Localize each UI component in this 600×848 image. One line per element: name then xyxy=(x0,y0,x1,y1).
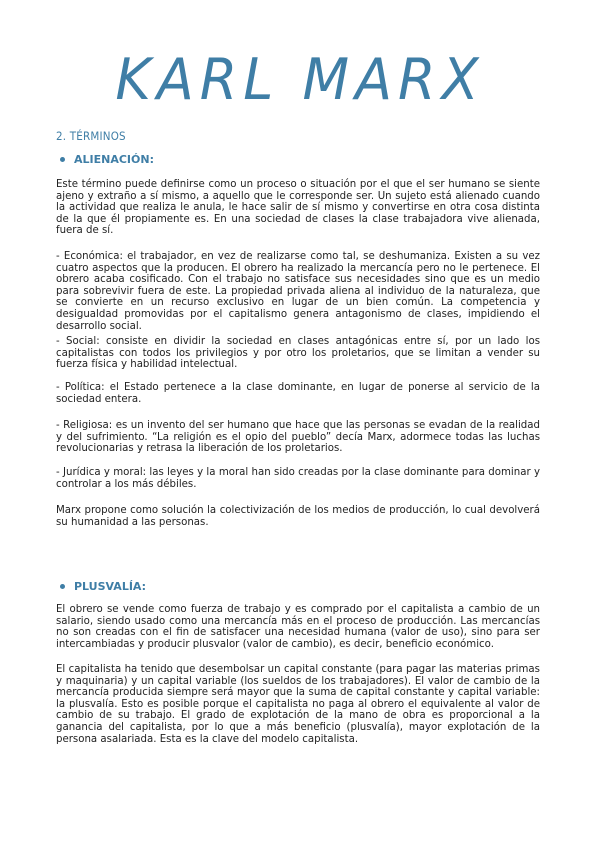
alienacion-paragraph-solucion: Marx propone como solución la colectivización de los medios de producción, lo cual devolverá su humanidad a las personas. xyxy=(56,505,540,528)
alienacion-paragraph-religiosa: - Religiosa: es un invento del ser humano que hace que las personas se evadan de la realidad y del sufrimiento. “La religión es el opio del pueblo” decía Marx, adormece todas las luchas revolucionarias y retrasa la liberación de los proletarios. xyxy=(56,420,540,455)
alienacion-paragraph-politica: - Política: el Estado pertenece a la clase dominante, en lugar de ponerse al servicio de la sociedad entera. xyxy=(56,382,540,405)
alienacion-heading xyxy=(60,153,154,166)
plusvalia-paragraph-2: El capitalista ha tenido que desembolsar un capital constante (para pagar las materias primas y maquinaria) y un capital variable (los sueldos de los trabajadores). El valor de cambio de la mercancía producida siempre será mayor que la suma de capital constante y capital variable: la plusvalía. Esto es posible porque el capitalista no paga al obrero el equivalente al valor de cambio de su trabajo. El grado de explotación de la mano de obra es proporcional a la ganancia del capitalista, por lo que a más beneficio (plusvalía), mayor explotación de la persona asalariada. Esta es la clave del modelo capitalista. xyxy=(56,664,540,745)
bullet-icon xyxy=(60,157,65,162)
plusvalia-heading xyxy=(60,580,146,593)
alienacion-paragraph-social: - Social: consiste en dividir la sociedad en clases antagónicas entre sí, por un lado los capitalistas con todos los privilegios y por otro los proletarios, que se limitan a vender su fuerza física y habilidad intelectual. xyxy=(56,336,540,371)
alienacion-paragraph-economica: - Económica: el trabajador, en vez de realizarse como tal, se deshumaniza. Existen a su vez cuatro aspectos que la producen. El obrero ha realizado la mercancía pero no le pertenece. El obrero acaba cosificado. Con el trabajo no satisface sus necesidades sino que es un medio para sobrevivir fuera de este. La propiedad privada aliena al individuo de la naturaleza, que se convierte en un recurso exclusivo en lugar de un bien común. La competencia y desigualdad promovidas por el capitalismo genera antagonismo de clases, impidiendo el desarrollo social. xyxy=(56,251,540,332)
plusvalia-paragraph-1: El obrero se vende como fuerza de trabajo y es comprado por el capitalista a cambio de un salario, siendo usado como una mercancía más en el proceso de producción. Las mercancías no son creadas con el fin de satisfacer una necesidad humana (valor de uso), sino para ser intercambiadas y producir plusvalor (valor de cambio), es decir, beneficio económico. xyxy=(56,604,540,650)
page-title: KARL MARX xyxy=(115,46,485,113)
bullet-icon xyxy=(60,584,65,589)
alienacion-paragraph-juridica: - Jurídica y moral: las leyes y la moral han sido creadas por la clase dominante para dominar y controlar a los más débiles. xyxy=(56,467,540,490)
alienacion-paragraph-1: Este término puede definirse como un proceso o situación por el que el ser humano se siente ajeno y extraño a sí mismo, a aquello que le corresponde ser. Un sujeto está alienado cuando la actividad que realiza le anula, le hace salir de sí mismo y convertirse en otra cosa distinta de la que él propiamente es. En una sociedad de clases la clase trabajadora vive alienada, fuera de sí. xyxy=(56,179,540,237)
plusvalia-heading-label: PLUSVALÍA: xyxy=(74,580,147,593)
section-heading: 2. TÉRMINOS xyxy=(56,129,126,143)
alienacion-heading-label: ALIENACIÓN: xyxy=(74,153,154,166)
